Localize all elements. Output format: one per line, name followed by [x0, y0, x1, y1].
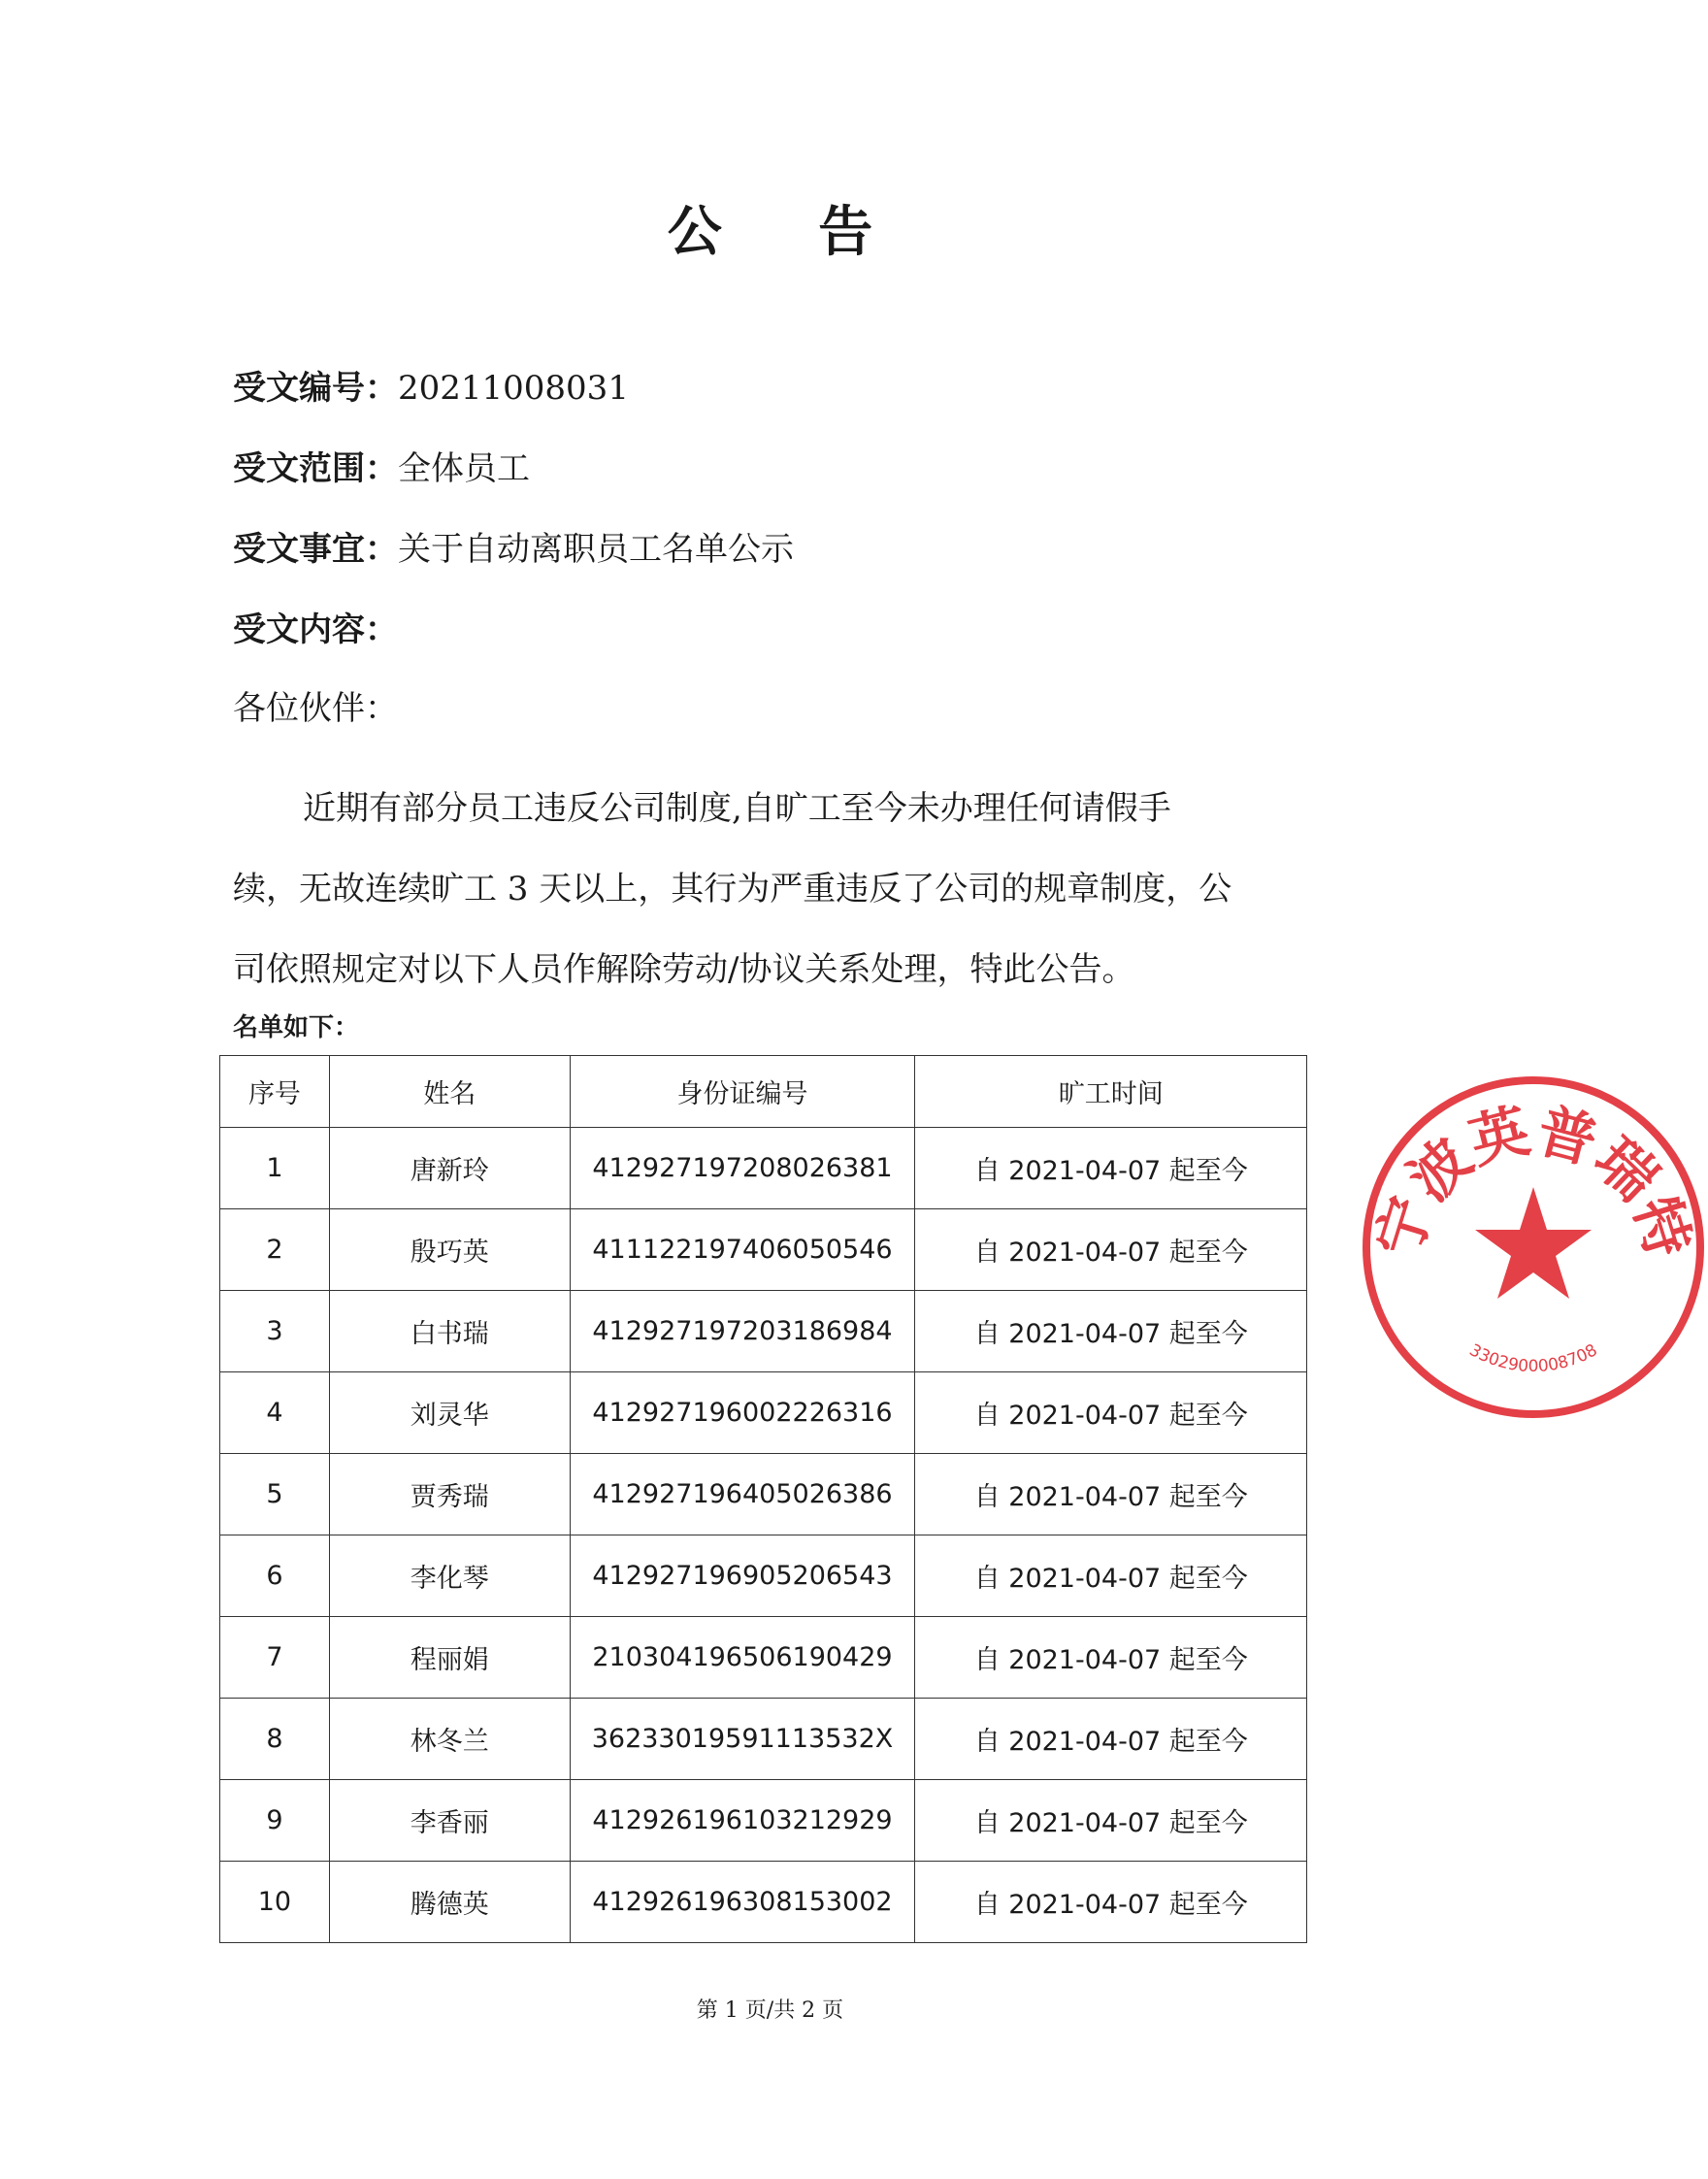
cell-name: 唐新玲	[329, 1128, 570, 1209]
field-label: 受文事宜：	[233, 530, 398, 569]
field-value: 20211008031	[398, 369, 629, 408]
cell-index: 8	[220, 1699, 330, 1780]
header-absence-time: 旷工时间	[915, 1056, 1307, 1128]
header-name: 姓名	[329, 1056, 570, 1128]
table-row	[220, 1699, 1307, 1780]
greeting: 各位伙伴：	[233, 689, 398, 728]
cell-index: 6	[220, 1535, 330, 1617]
cell-id-number: 412926196103212929	[570, 1780, 915, 1862]
body-line: 司依照规定对以下人员作解除劳动/协议关系处理，特此公告。	[233, 950, 1135, 989]
cell-absence-time: 自 2021-04-07 起至今	[915, 1128, 1307, 1209]
cell-id-number: 412926196308153002	[570, 1862, 915, 1943]
cell-absence-time: 自 2021-04-07 起至今	[915, 1780, 1307, 1862]
cell-id-number: 412927197203186984	[570, 1291, 915, 1372]
list-label: 名单如下：	[233, 1013, 360, 1042]
cell-id-number: 412927196905206543	[570, 1535, 915, 1617]
table-row	[220, 1535, 1307, 1617]
cell-absence-time: 自 2021-04-07 起至今	[915, 1617, 1307, 1699]
field-subject	[233, 530, 794, 569]
cell-absence-time: 自 2021-04-07 起至今	[915, 1372, 1307, 1454]
cell-index: 2	[220, 1209, 330, 1291]
document-title: 公 告	[667, 201, 912, 264]
table-row	[220, 1209, 1307, 1291]
field-label: 受文编号：	[233, 369, 398, 408]
company-seal-icon	[1359, 1073, 1703, 1422]
cell-index: 3	[220, 1291, 330, 1372]
page-footer: 第 1 页/共 2 页	[696, 1998, 844, 2023]
seal-graphic	[1359, 1073, 1708, 1422]
table-row	[220, 1372, 1307, 1454]
cell-name: 李化琴	[329, 1535, 570, 1617]
body-line: 近期有部分员工违反公司制度,自旷工至今未办理任何请假手	[303, 789, 1171, 828]
cell-index: 4	[220, 1372, 330, 1454]
cell-index: 10	[220, 1862, 330, 1943]
cell-name: 贾秀瑞	[329, 1454, 570, 1535]
header-index: 序号	[220, 1056, 330, 1128]
cell-absence-time: 自 2021-04-07 起至今	[915, 1209, 1307, 1291]
cell-index: 1	[220, 1128, 330, 1209]
cell-name: 林冬兰	[329, 1699, 570, 1780]
employee-table	[219, 1055, 1307, 1943]
body-paragraph	[233, 769, 1310, 1010]
cell-name: 殷巧英	[329, 1209, 570, 1291]
field-value: 全体员工	[398, 449, 530, 488]
cell-absence-time: 自 2021-04-07 起至今	[915, 1699, 1307, 1780]
field-label: 受文内容：	[233, 611, 398, 649]
table-header-row	[220, 1056, 1307, 1128]
table-row	[220, 1780, 1307, 1862]
field-doc-number	[233, 369, 629, 408]
cell-absence-time: 自 2021-04-07 起至今	[915, 1291, 1307, 1372]
cell-id-number: 412927197208026381	[570, 1128, 915, 1209]
cell-name: 李香丽	[329, 1780, 570, 1862]
cell-name: 白书瑞	[329, 1291, 570, 1372]
table-row	[220, 1291, 1307, 1372]
table-row	[220, 1862, 1307, 1943]
cell-id-number: 412927196405026386	[570, 1454, 915, 1535]
table-row	[220, 1617, 1307, 1699]
cell-index: 9	[220, 1780, 330, 1862]
cell-id-number: 210304196506190429	[570, 1617, 915, 1699]
field-content	[233, 611, 398, 649]
field-scope	[233, 449, 530, 488]
cell-id-number: 36233019591113532X	[570, 1699, 915, 1780]
cell-index: 7	[220, 1617, 330, 1699]
seal-text: 宁波英普瑞特	[1363, 1097, 1703, 1266]
cell-id-number: 411122197406050546	[570, 1209, 915, 1291]
cell-name: 程丽娟	[329, 1617, 570, 1699]
field-value: 关于自动离职员工名单公示	[398, 530, 794, 569]
cell-index: 5	[220, 1454, 330, 1535]
table-row	[220, 1454, 1307, 1535]
seal-number: 3302900008708	[1465, 1340, 1601, 1376]
field-label: 受文范围：	[233, 449, 398, 488]
header-id-number: 身份证编号	[570, 1056, 915, 1128]
cell-absence-time: 自 2021-04-07 起至今	[915, 1454, 1307, 1535]
cell-absence-time: 自 2021-04-07 起至今	[915, 1862, 1307, 1943]
cell-name: 腾德英	[329, 1862, 570, 1943]
cell-absence-time: 自 2021-04-07 起至今	[915, 1535, 1307, 1617]
body-line: 续，无故连续旷工 3 天以上，其行为严重违反了公司的规章制度，公	[233, 870, 1232, 908]
seal-star-icon	[1475, 1187, 1592, 1299]
cell-name: 刘灵华	[329, 1372, 570, 1454]
cell-id-number: 412927196002226316	[570, 1372, 915, 1454]
table-row	[220, 1128, 1307, 1209]
